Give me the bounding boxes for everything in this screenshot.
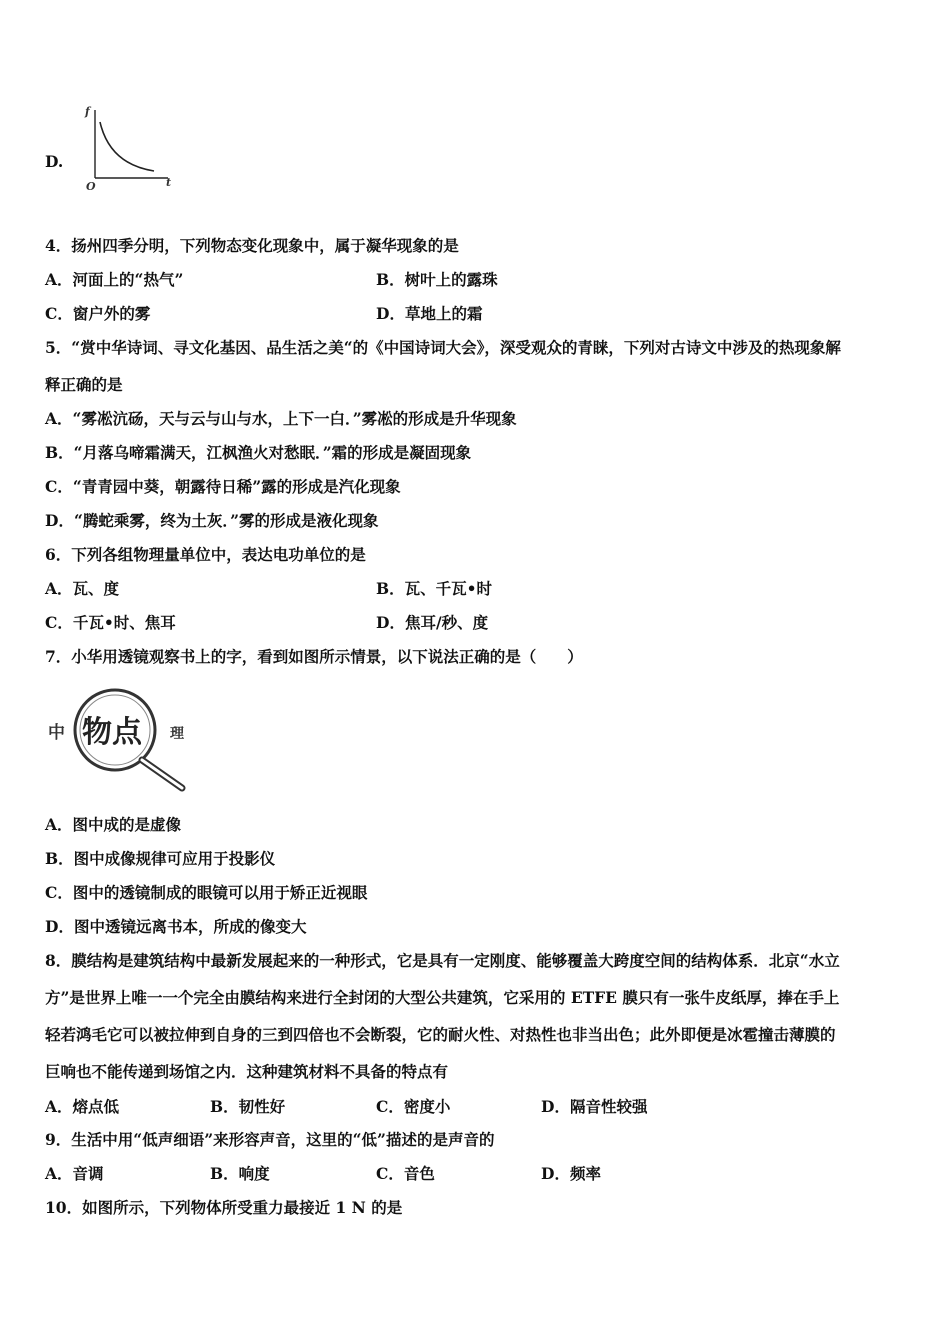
- q4-option-c: C．窗户外的雾: [45, 304, 151, 323]
- q9-option-b: B．响度: [210, 1164, 270, 1183]
- q4-stem: 4．扬州四季分明，下列物态变化现象中，属于凝华现象的是: [45, 236, 459, 255]
- small-char-right: 理: [170, 726, 184, 742]
- q7-option-a: A．图中成的是虚像: [45, 815, 182, 834]
- q4-option-b: B．树叶上的露珠: [376, 270, 498, 289]
- y-axis-label: f: [85, 105, 90, 118]
- q6-stem: 6．下列各组物理量单位中，表达电功单位的是: [45, 545, 366, 564]
- q6-option-b: B．瓦、千瓦•时: [376, 579, 493, 598]
- q8-stem-line4: 巨响也不能传递到场馆之内．这种建筑材料不具备的特点有: [45, 1062, 449, 1081]
- q5-stem-line2: 释正确的是: [45, 375, 123, 394]
- q6-option-d: D．焦耳/秒、度: [376, 613, 489, 632]
- q5-stem-line1: 5．“赏中华诗词、寻文化基因、品生活之美“的《中国诗词大会》，深受观众的青睐，下列对古诗文中涉及的热现象解: [45, 338, 841, 357]
- q8-stem-line1: 8．膜结构是建筑结构中最新发展起来的一种形式，它是具有一定刚度、能够覆盖大跨度空间的结构体系．北京“水立: [45, 951, 840, 970]
- q6-option-c: C．千瓦•时、焦耳: [45, 613, 176, 632]
- q9-option-c: C．音色: [376, 1164, 435, 1183]
- f-t-graph: [70, 100, 180, 195]
- q10-stem: 10．如图所示，下列物体所受重力最接近 1 N 的是: [45, 1198, 403, 1217]
- q7-option-b: B．图中成像规律可应用于投影仪: [45, 849, 276, 868]
- q9-option-d: D．频率: [541, 1164, 601, 1183]
- origin-label: O: [86, 180, 96, 193]
- q8-option-b: B．韧性好: [210, 1097, 286, 1116]
- q8-option-c: C．密度小: [376, 1097, 451, 1116]
- option-d-label: D.: [45, 152, 64, 171]
- small-char-left: 中: [48, 723, 65, 743]
- q4-option-d: D．草地上的霜: [376, 304, 483, 323]
- q7-stem: 7．小华用透镜观察书上的字，看到如图所示情景，以下说法正确的是（ ）: [45, 647, 583, 666]
- q9-stem: 9．生活中用“低声细语”来形容声音，这里的“低”描述的是声音的: [45, 1130, 495, 1149]
- q8-option-d: D．隔音性较强: [541, 1097, 648, 1116]
- q8-stem-line2: 方”是世界上唯一一个完全由膜结构来进行全封闭的大型公共建筑，它采用的 ETFE 膜只有一张牛皮纸厚，捧在手上: [45, 988, 840, 1007]
- q4-option-a: A．河面上的“热气”: [45, 270, 184, 289]
- q5-option-c: C．“青青园中葵，朝露待日稀”露的形成是汽化现象: [45, 477, 401, 496]
- q9-option-a: A．音调: [45, 1164, 104, 1183]
- q5-option-d: D．“腾蛇乘雾，终为土灰．”雾的形成是液化现象: [45, 511, 379, 530]
- decay-curve: [100, 122, 154, 171]
- q5-option-a: A．“雾凇沆砀，天与云与山与水，上下一白．”雾凇的形成是升华现象: [45, 409, 517, 428]
- q6-option-a: A．瓦、度: [45, 579, 120, 598]
- q8-option-a: A．熔点低: [45, 1097, 120, 1116]
- q5-option-b: B．“月落乌啼霜满天，江枫渔火对愁眠．”霜的形成是凝固现象: [45, 443, 472, 462]
- magnified-text: 物点: [82, 715, 142, 750]
- q8-stem-line3: 轻若鸿毛它可以被拉伸到自身的三到四倍也不会断裂，它的耐火性、对热性也非当出色；此外即便是冰雹撞击薄膜的: [45, 1025, 836, 1044]
- magnifier-image: [42, 680, 202, 795]
- q7-option-c: C．图中的透镜制成的眼镜可以用于矫正近视眼: [45, 883, 368, 902]
- x-axis-label: t: [166, 176, 172, 189]
- q7-option-d: D．图中透镜远离书本，所成的像变大: [45, 917, 307, 936]
